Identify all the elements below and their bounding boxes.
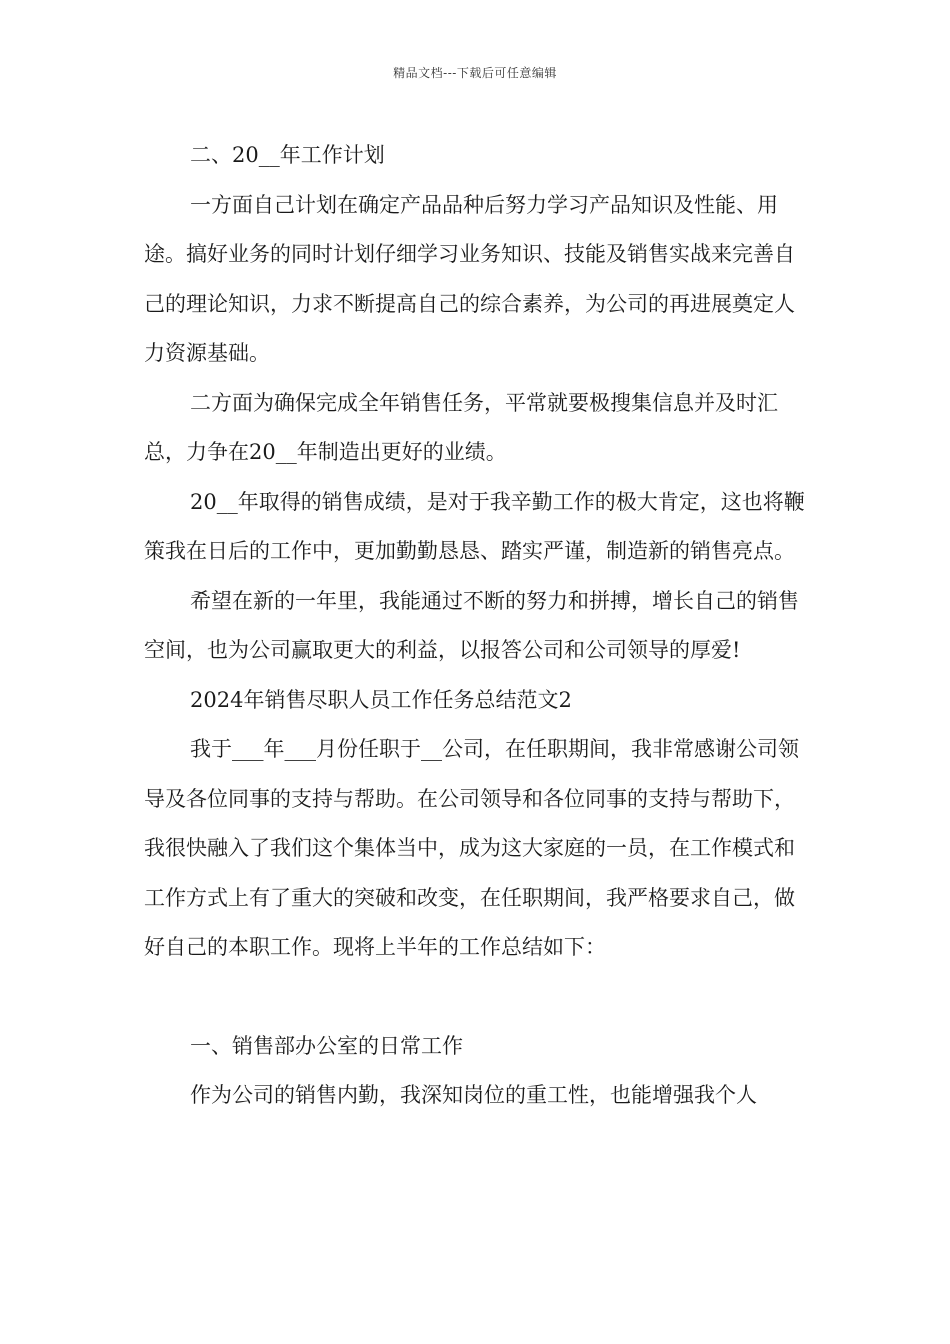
- paragraph-achievement: 20__年取得的销售成绩，是对于我辛勤工作的极大肯定，这也将鞭策我在日后的工作中，更加勤勤恳恳、踏实严谨，制造新的销售亮点。: [144, 489, 805, 563]
- paragraph-hope: 希望在新的一年里，我能通过不断的努力和拼搏，增长自己的销售空间，也为公司赢取更大的利益，以报答公司和公司领导的厚爱!: [144, 588, 799, 662]
- document-body: [144, 131, 812, 1121]
- paragraph-plan-first: 一方面自己计划在确定产品品种后努力学习产品知识及性能、用途。搞好业务的同时计划仔细学习业务知识、技能及销售实战来完善自己的理论知识，力求不断提高自己的综合素养，为公司的再进展奠定人力资源基础。: [144, 192, 795, 365]
- paragraph-plan-second: 二方面为确保完成全年销售任务，平常就要极搜集信息并及时汇总，力争在20__年制造出更好的业绩。: [144, 390, 778, 464]
- section-heading-work-plan: 二、20__年工作计划: [190, 143, 385, 167]
- article-title-2: 2024年销售尽职人员工作任务总结范文2: [190, 687, 572, 712]
- page-header: 精品文档---下载后可任意编辑: [393, 66, 557, 80]
- paragraph-office-work: 作为公司的销售内勤，我深知岗位的重工性，也能增强我个人: [190, 1083, 757, 1107]
- paragraph-intro: 我于___年___月份任职于__公司，在任职期间，我非常感谢公司领导及各位同事的支持与帮助。在公司领导和各位同事的支持与帮助下，我很快融入了我们这个集体当中，成为这大家庭的一员，在工作模式和工作方式上有了重大的突破和改变，在任职期间，我严格要求自己，做好自己的本职工作。现将上半年的工作总结如下：: [144, 737, 799, 959]
- section-heading-office-work: 一、销售部办公室的日常工作: [190, 1033, 463, 1058]
- blank-line: [144, 973, 812, 1022]
